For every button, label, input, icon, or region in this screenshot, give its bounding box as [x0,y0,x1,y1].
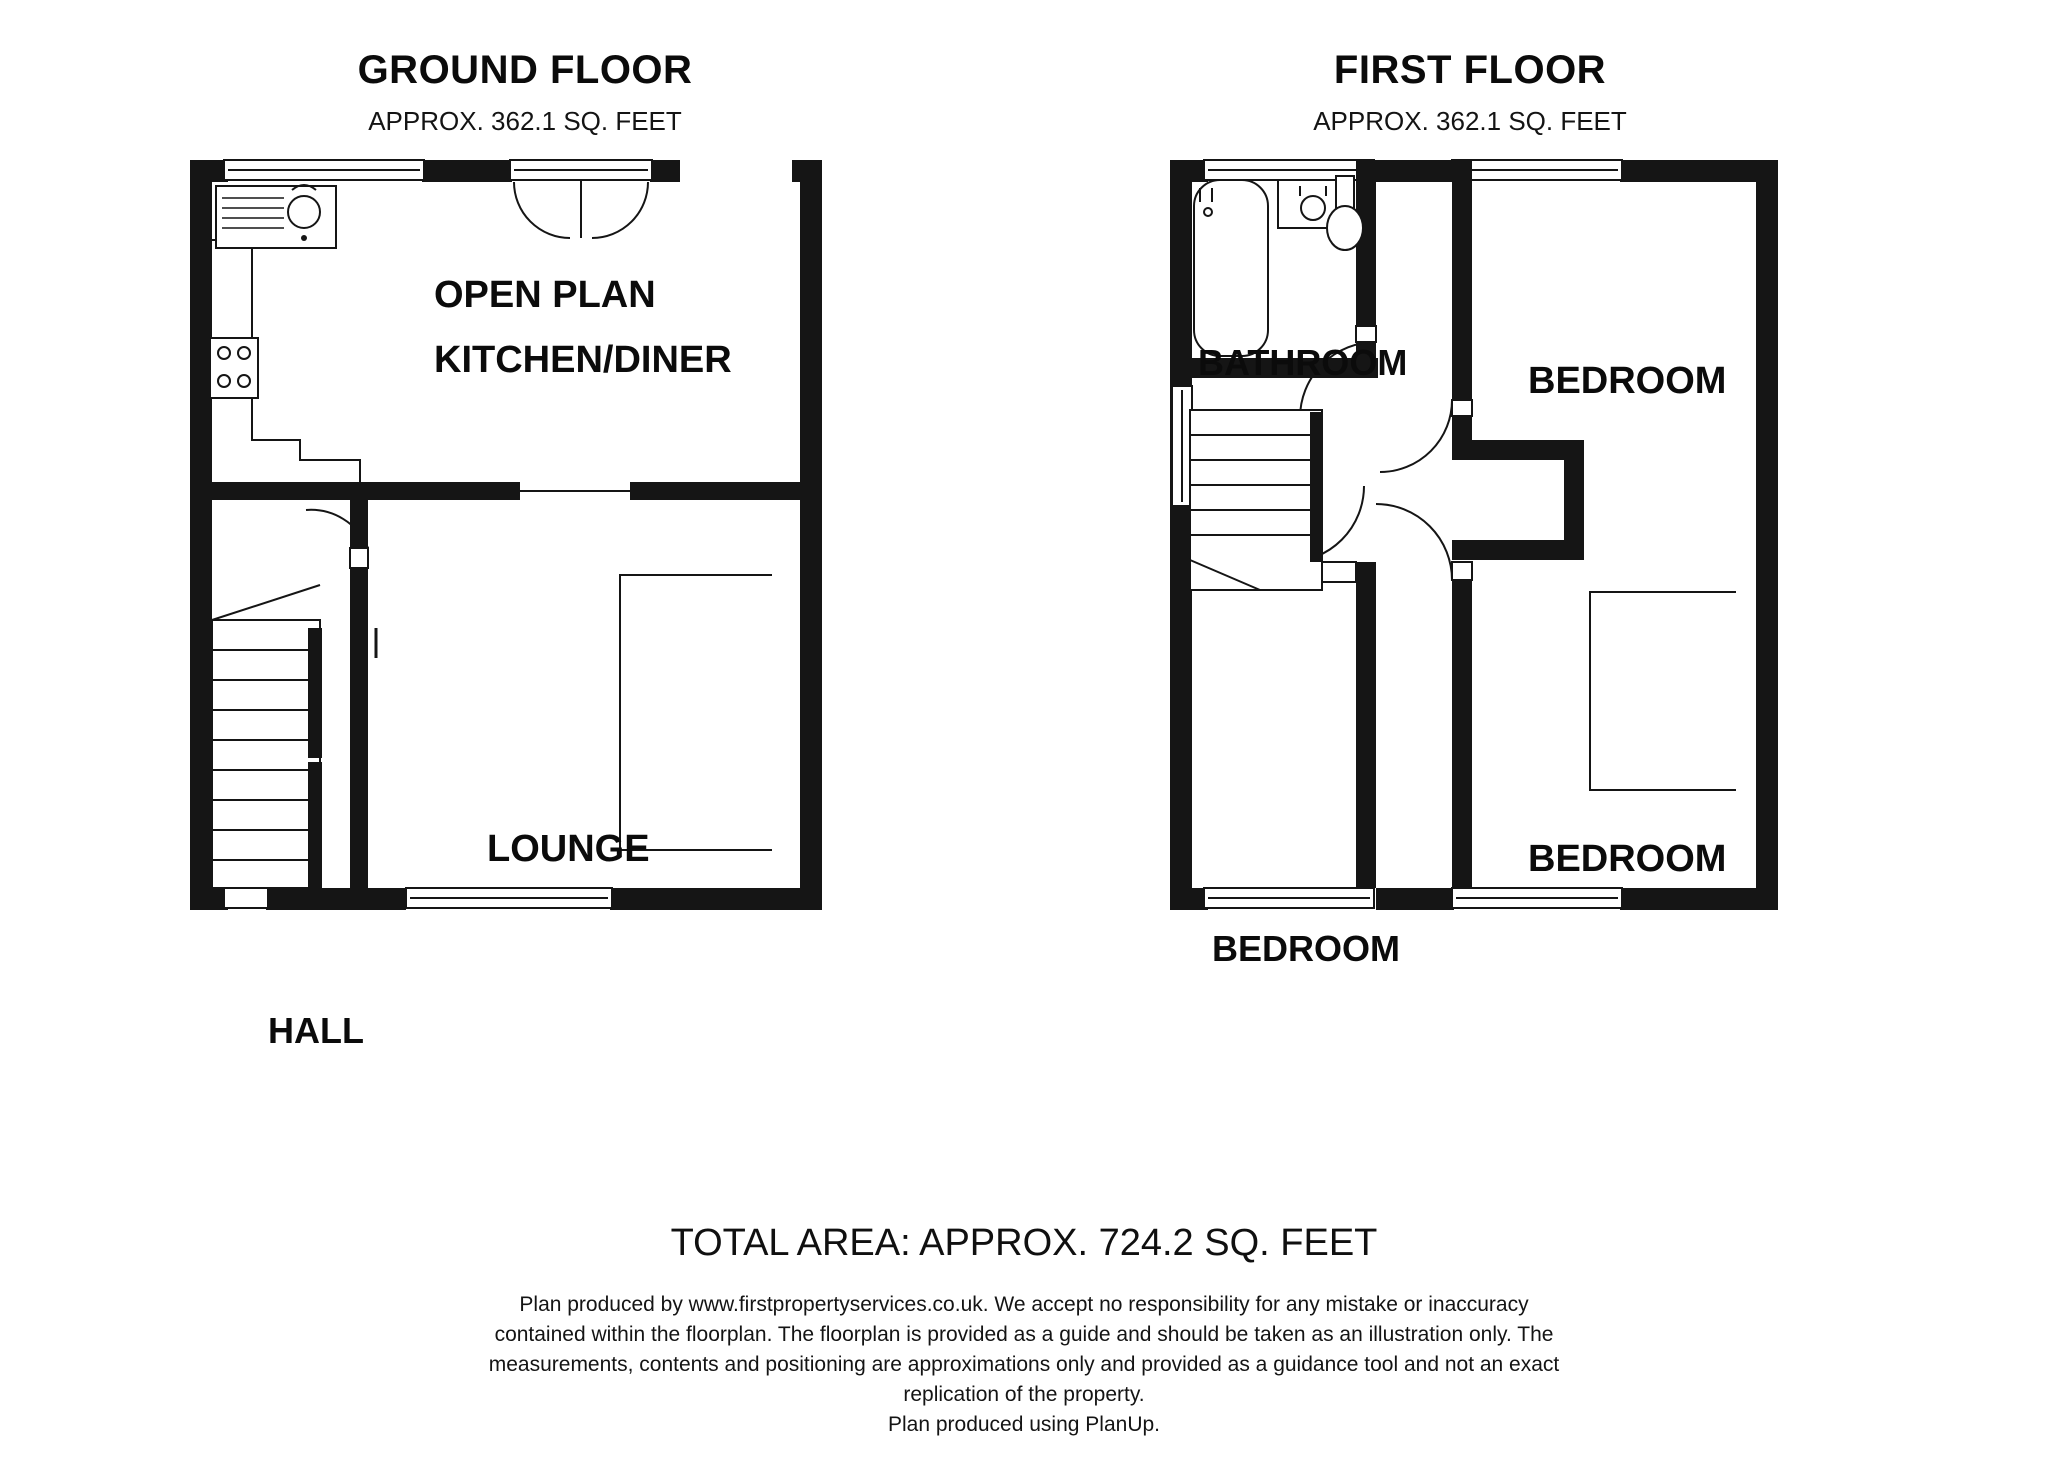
hob [210,338,258,398]
disclaimer-line-5: Plan produced using PlanUp. [887,1413,1160,1436]
room-label-line2: KITCHEN/DINER [434,339,732,381]
window-bedroom3-rear [1204,888,1374,908]
first-floor-subtitle: APPROX. 362.1 SQ. FEET [1313,106,1627,136]
first-floor-title: FIRST FLOOR [1333,48,1607,92]
disclaimer-line-4: replication of the property. [903,1383,1145,1406]
bath [1194,180,1268,356]
disclaimer-line-1: Plan produced by www.firstpropertyservices.co.uk. We accept no responsibility for any mistake or inaccuracy [519,1293,1529,1316]
room-label-lounge: LOUNGE [487,828,650,870]
ground-floor-plan [180,150,920,910]
room-label-bedroom-2: BEDROOM [1528,838,1727,880]
kitchen-units [210,185,360,491]
room-label-line1: OPEN PLAN [434,274,656,316]
room-label-bedroom-1: BEDROOM [1528,360,1727,402]
patio-doors [510,160,652,238]
ground-floor-subtitle: APPROX. 362.1 SQ. FEET [368,106,682,136]
staircase-first [1190,410,1322,590]
ground-floor-walls [190,160,822,910]
bedroom2-furniture [1590,592,1736,790]
disclaimer-line-3: measurements, contents and positioning are approximations only and provided as a guidance tool and not an exact [488,1353,1560,1376]
window-bedroom1-front [1452,160,1622,180]
first-floor-plan [1160,150,1880,910]
room-label-bedroom-3: BEDROOM [1212,928,1400,969]
first-floor-walls [1170,160,1778,910]
lounge-furniture [620,575,772,850]
window-kitchen-front [224,160,424,180]
staircase-ground [212,585,322,888]
room-label-hall: HALL [268,1010,364,1051]
disclaimer [324,1290,1724,1440]
bathroom-fittings [1194,176,1363,356]
ground-floor-title: GROUND FLOOR [357,48,693,92]
kitchen-sink [216,186,336,248]
window-lounge-rear [406,888,612,908]
room-label-bathroom: BATHROOM [1198,342,1408,383]
total-area-text: TOTAL AREA: APPROX. 724.2 SQ. FEET [670,1222,1378,1264]
room-label-open-plan-kitchen-diner [434,274,732,382]
disclaimer-line-2: contained within the floorplan. The floorplan is provided as a guide and should be taken as an illustration only. The [494,1323,1554,1346]
window-bedroom2-rear [1452,888,1622,908]
toilet [1327,206,1363,250]
